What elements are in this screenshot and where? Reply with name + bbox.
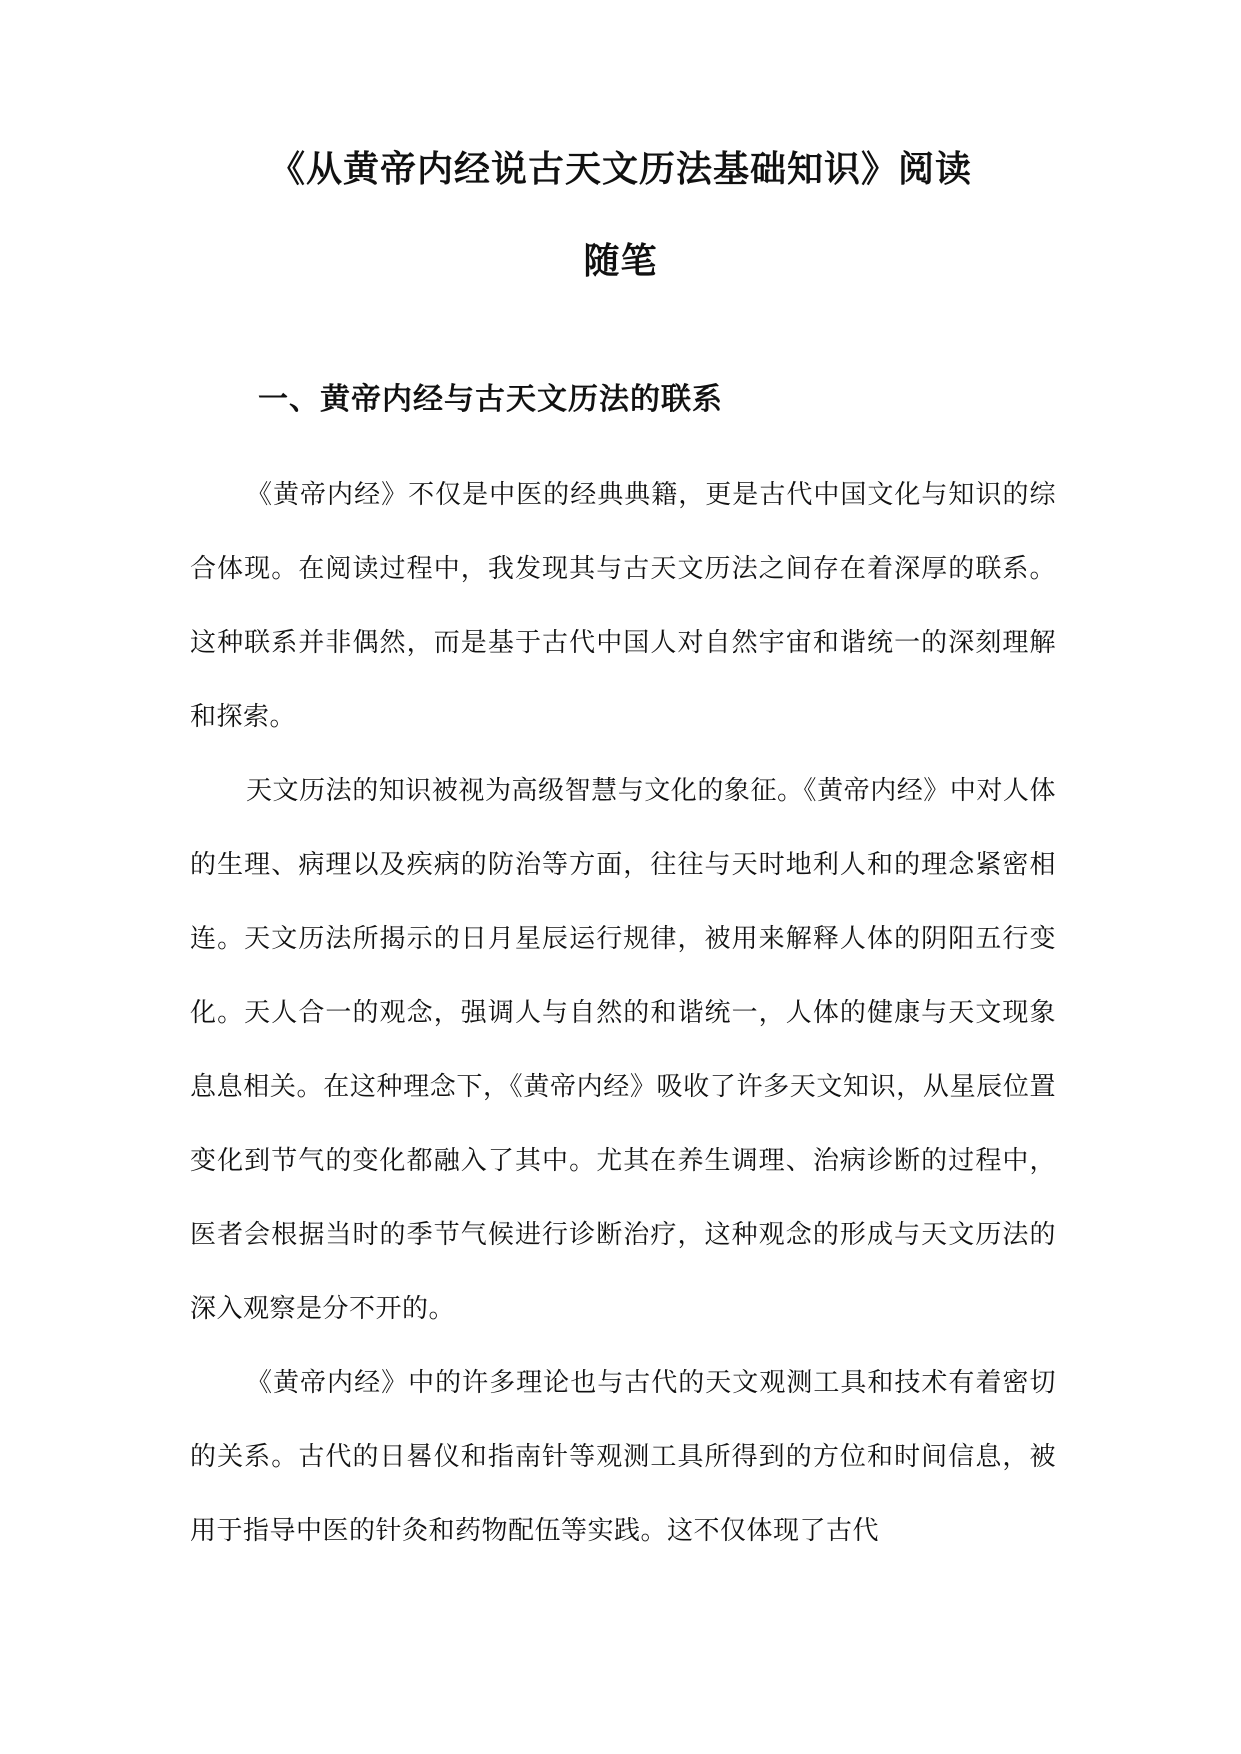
document-title xyxy=(0,150,1241,282)
paragraph-1: 《黄帝内经》不仅是中医的经典典籍，更是古代中国文化与知识的综合体现。在阅读过程中，我发现其与古天文历法之间存在着深厚的联系。这种联系并非偶然，而是基于古代中国人对自然宇宙和谐统一的深刻理解和探索。 xyxy=(190,480,1056,732)
title-line-1: 《从黄帝内经说古天文历法基础知识》阅读 xyxy=(268,149,972,190)
document-body xyxy=(190,458,1056,1568)
paragraph-2: 天文历法的知识被视为高级智慧与文化的象征。《黄帝内经》中对人体的生理、病理以及疾病的防治等方面，往往与天时地利人和的理念紧密相连。天文历法所揭示的日月星辰运行规律，被用来解释人体的阴阳五行变化。天人合一的观念，强调人与自然的和谐统一，人体的健康与天文现象息息相关。在这种理念下，《黄帝内经》吸收了许多天文知识，从星辰位置变化到节气的变化都融入了其中。尤其在养生调理、治病诊断的过程中，医者会根据当时的季节气候进行诊断治疗，这种观念的形成与天文历法的深入观察是分不开的。 xyxy=(190,776,1056,1324)
paragraph-3: 《黄帝内经》中的许多理论也与古代的天文观测工具和技术有着密切的关系。古代的日晷仪和指南针等观测工具所得到的方位和时间信息，被用于指导中医的针灸和药物配伍等实践。这不仅体现了古代 xyxy=(190,1368,1056,1546)
title-line-2: 随笔 xyxy=(583,241,658,282)
section-heading: 一、黄帝内经与古天文历法的联系 xyxy=(258,382,723,417)
